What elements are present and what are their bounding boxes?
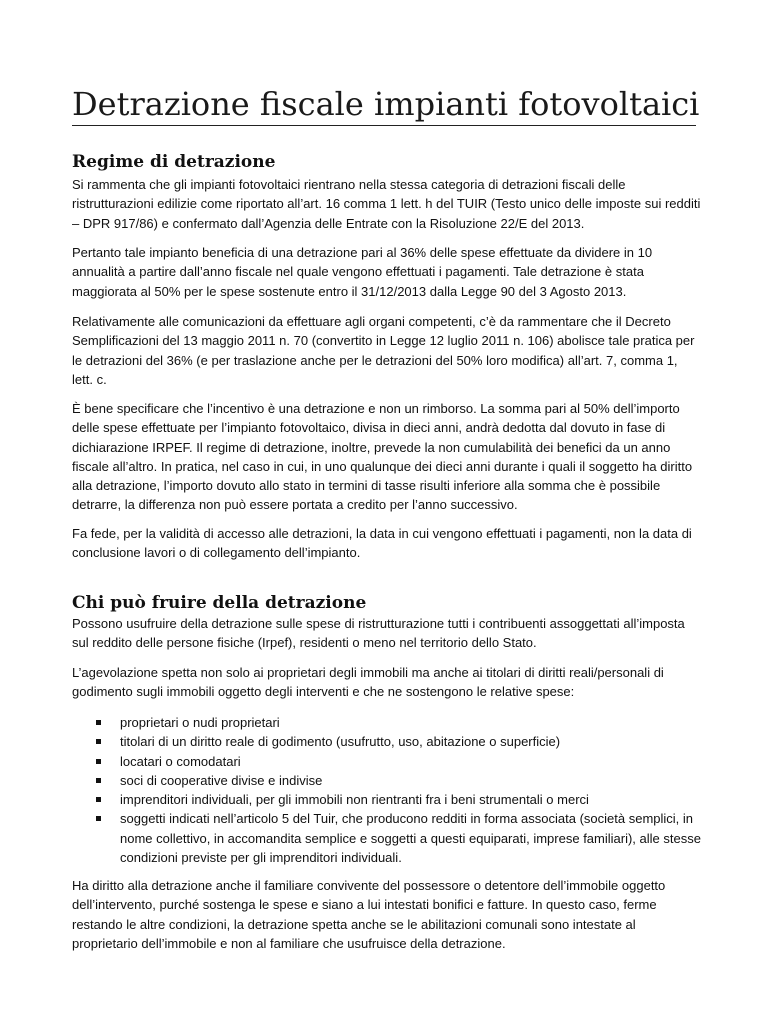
list-item: titolari di un diritto reale di godimento (usufrutto, uso, abitazione o superficie) [72,732,702,751]
square-bullet-icon [96,797,101,802]
list-item: proprietari o nudi proprietari [72,713,702,732]
list-item: soggetti indicati nell’articolo 5 del Tuir, che producono redditi in forma associata (società semplici, in nome collettivo, in accomandita semplice e soggetti a questi equiparati, imprese familiari), alle stesse condizioni previste per gli imprenditori individuali. [72,809,702,867]
document-title: Detrazione fiscale impianti fotovoltaici [72,85,700,123]
beneficiaries-list [72,713,702,867]
paragraph-chi-1: Possono usufruire della detrazione sulle spese di ristrutturazione tutti i contribuenti assoggettati all’imposta sul reddito delle persone fisiche (Irpef), residenti o meno nel territorio dello Stato. [72,616,685,651]
square-bullet-icon [96,759,101,764]
list-item: imprenditori individuali, per gli immobili non rientranti fra i beni strumentali o merci [72,790,702,809]
list-item: soci di cooperative divise e indivise [72,771,702,790]
square-bullet-icon [96,720,101,725]
square-bullet-icon [96,739,101,744]
title-underline [72,125,696,126]
section-heading-regime: Regime di detrazione [72,152,276,172]
square-bullet-icon [96,778,101,783]
paragraph-regime-3: Relativamente alle comunicazioni da effettuare agli organi competenti, c’è da rammentare che il Decreto Semplificazioni del 13 maggio 2011 n. 70 (convertito in Legge 12 luglio 2011 n. 106) abolisce tale pratica per le detrazioni del 36% (e per traslazione anche per le detrazioni del 50% loro modifica) all’art. 7, comma 1, lett. c. [72,314,695,387]
section-heading-chi-puo-fruire: Chi può fruire della detrazione [72,593,367,613]
list-item: locatari o comodatari [72,752,702,771]
paragraph-chi-2: L’agevolazione spetta non solo ai proprietari degli immobili ma anche ai titolari di diritti reali/personali di godimento sugli immobili oggetto degli interventi e che ne sostengono le relative spese: [72,665,664,700]
paragraph-regime-5: Fa fede, per la validità di accesso alle detrazioni, la data in cui vengono effettuati i pagamenti, non la data di conclusione lavori o di collegamento dell’impianto. [72,526,692,561]
paragraph-regime-4: È bene specificare che l’incentivo è una detrazione e non un rimborso. La somma pari al 50% dell’importo delle spese effettuate per l’impianto fotovoltaico, divisa in dieci anni, andrà dedotta dal dovuto in fase di dichiarazione IRPEF. Il regime di detrazione, inoltre, prevede la non cumulabilità dei benefici da un anno fiscale all’altro. In pratica, nel caso in cui, in uno qualunque dei dieci anni durante i quali il soggetto ha diritto alla detrazione, l’importo dovuto allo stato in termini di tasse risulti inferiore alla somma che è possibile detrarre, la differenza non può essere portata a credito per l’anno successivo. [72,401,693,513]
paragraph-chi-closing: Ha diritto alla detrazione anche il familiare convivente del possessore o detentore dell’immobile oggetto dell’intervento, purché sostenga le spese e siano a lui intestati bonifici e fatture. In questo caso, ferme restando le altre condizioni, la detrazione spetta anche se le abilitazioni comunali sono intestate al proprietario dell’immobile e non al familiare che usufruisce della detrazione. [72,878,666,951]
paragraph-regime-1: Si rammenta che gli impianti fotovoltaici rientrano nella stessa categoria di detrazioni fiscali delle ristrutturazioni edilizie come riportato all’art. 16 comma 1 lett. h del TUIR (Testo unico delle imposte sui redditi – DPR 917/86) e confermato dall’Agenzia delle Entrate con la Risoluzione 22/E del 2013. [72,177,701,231]
paragraph-regime-2: Pertanto tale impianto beneficia di una detrazione pari al 36% delle spese effettuate da dividere in 10 annualità a partire dall’anno fiscale nel quale vengono effettuati i pagamenti. Tale detrazione è stata maggiorata al 50% per le spese sostenute entro il 31/12/2013 dalla Legge 90 del 3 Agosto 2013. [72,245,653,299]
square-bullet-icon [96,816,101,821]
